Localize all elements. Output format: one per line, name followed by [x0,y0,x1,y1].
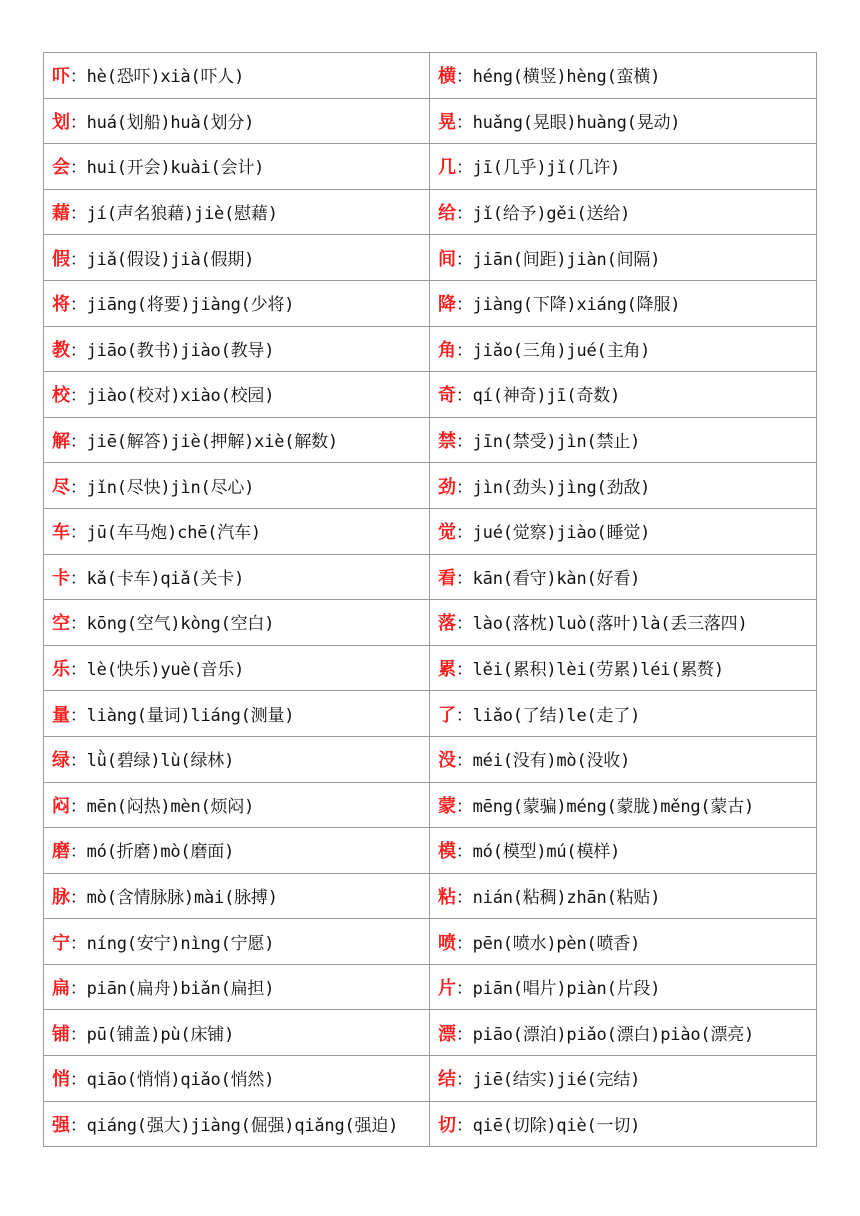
polyphonic-character: 乐 [52,659,70,681]
entry-cell [44,372,430,418]
polyphonic-character: 磨 [52,841,70,863]
entry-cell [44,235,430,281]
pronunciation-text: jiē(解答)jiè(押解)xiè(解数) [86,432,338,453]
polyphonic-character: 间 [438,248,456,270]
entry-cell [44,1010,430,1056]
separator-colon: ： [69,477,87,498]
pronunciation-text: qiáng(强大)jiàng(倔强)qiǎng(强迫) [86,1115,399,1136]
polyphonic-character: 奇 [438,385,456,407]
separator-colon: ： [455,204,473,225]
separator-colon: ： [69,979,87,1000]
pronunciation-text: hui(开会)kuài(会计) [86,158,265,179]
table-row [44,417,817,463]
entry-cell [430,280,817,326]
separator-colon: ： [455,751,473,772]
separator-colon: ： [455,340,473,361]
entry-cell [430,554,817,600]
separator-colon: ： [455,112,473,133]
separator-colon: ： [455,67,473,88]
polyphonic-character: 闷 [52,795,70,817]
table-row [44,508,817,554]
entry-cell [44,189,430,235]
entry-cell [430,964,817,1010]
polyphonic-character: 劲 [438,476,456,498]
pronunciation-text: hè(恐吓)xià(吓人) [86,67,245,88]
entry-cell [44,280,430,326]
polyphonic-character: 校 [52,385,70,407]
separator-colon: ： [455,1115,473,1136]
polyphonic-character: 切 [438,1114,456,1136]
pronunciation-text: mò(含情脉脉)mài(脉搏) [86,887,278,908]
table-row [44,1010,817,1056]
pronunciation-text: qiāo(悄悄)qiǎo(悄然) [86,1070,275,1091]
pronunciation-text: huá(划船)huà(划分) [86,112,255,133]
separator-colon: ： [69,1070,87,1091]
polyphonic-character: 角 [438,339,456,361]
table-row [44,1101,817,1147]
entry-cell [430,235,817,281]
pronunciation-text: jiǎ(假设)jià(假期) [86,249,255,270]
polyphonic-character: 车 [52,522,70,544]
pronunciation-text: mēn(闷热)mèn(烦闷) [86,796,255,817]
entry-cell [430,144,817,190]
polyphonic-character: 晃 [438,111,456,133]
pronunciation-text: nián(粘稠)zhān(粘贴) [472,887,661,908]
entry-cell [44,1056,430,1102]
pronunciation-text: jiē(结实)jié(完结) [472,1070,641,1091]
pronunciation-text: lǜ(碧绿)lù(绿林) [86,751,235,772]
entry-cell [430,326,817,372]
pronunciation-text: mó(折磨)mò(磨面) [86,842,235,863]
table-row [44,326,817,372]
entry-cell [430,53,817,99]
entry-cell [44,508,430,554]
polyphonic-character: 觉 [438,522,456,544]
table-row [44,919,817,965]
separator-colon: ： [455,1024,473,1045]
pronunciation-text: héng(横竖)hèng(蛮横) [472,67,661,88]
entry-cell [44,736,430,782]
entry-cell [44,691,430,737]
polyphonic-character: 了 [438,704,456,726]
separator-colon: ： [69,386,87,407]
polyphonic-character: 片 [438,978,456,1000]
table-row [44,98,817,144]
entry-cell [430,508,817,554]
separator-colon: ： [455,1070,473,1091]
separator-colon: ： [455,295,473,316]
entry-cell [44,144,430,190]
entry-cell [44,645,430,691]
polyphonic-character-table [43,52,817,1147]
entry-cell [430,828,817,874]
polyphonic-character: 强 [52,1114,70,1136]
table-row [44,736,817,782]
polyphonic-character: 粘 [438,886,456,908]
polyphonic-character: 解 [52,431,70,453]
table-row [44,53,817,99]
polyphonic-character: 横 [438,66,456,88]
separator-colon: ： [69,295,87,316]
pronunciation-text: jìn(劲头)jìng(劲敌) [472,477,651,498]
separator-colon: ： [455,568,473,589]
entry-cell [430,691,817,737]
separator-colon: ： [69,660,87,681]
entry-cell [430,919,817,965]
pronunciation-text: jǐ(给予)gěi(送给) [472,204,631,225]
pronunciation-text: jiǎo(三角)jué(主角) [472,340,651,361]
entry-cell [430,417,817,463]
separator-colon: ： [69,67,87,88]
separator-colon: ： [455,842,473,863]
entry-cell [44,53,430,99]
separator-colon: ： [69,249,87,270]
entry-cell [430,645,817,691]
polyphonic-character: 空 [52,613,70,635]
entry-cell [430,1056,817,1102]
table-row [44,691,817,737]
pronunciation-text: piān(扁舟)biǎn(扁担) [86,979,275,1000]
table-row [44,463,817,509]
table-row [44,964,817,1010]
entry-cell [430,98,817,144]
pronunciation-text: qiē(切除)qiè(一切) [472,1115,641,1136]
separator-colon: ： [455,523,473,544]
table-row [44,372,817,418]
separator-colon: ： [69,1115,87,1136]
pronunciation-text: liǎo(了结)le(走了) [472,705,641,726]
separator-colon: ： [455,979,473,1000]
separator-colon: ： [69,705,87,726]
pronunciation-text: jué(觉察)jiào(睡觉) [472,523,651,544]
pronunciation-text: huǎng(晃眼)huàng(晃动) [472,112,681,133]
entry-cell [430,189,817,235]
table-row [44,600,817,646]
polyphonic-character: 卡 [52,567,70,589]
separator-colon: ： [69,614,87,635]
pronunciation-text: lào(落枕)luò(落叶)là(丢三落四) [472,614,748,635]
pronunciation-text: piāo(漂泊)piǎo(漂白)piào(漂亮) [472,1024,755,1045]
entry-cell [430,463,817,509]
pronunciation-text: lè(快乐)yuè(音乐) [86,660,245,681]
separator-colon: ： [69,432,87,453]
polyphonic-character: 铺 [52,1023,70,1045]
separator-colon: ： [69,340,87,361]
entry-cell [430,1010,817,1056]
table-row [44,645,817,691]
pronunciation-text: jī(几乎)jǐ(几许) [472,158,621,179]
polyphonic-character: 蒙 [438,795,456,817]
pronunciation-text: jiāng(将要)jiàng(少将) [86,295,295,316]
polyphonic-character: 给 [438,203,456,225]
entry-cell [44,417,430,463]
pronunciation-text: jū(车马炮)chē(汽车) [86,523,261,544]
table-row [44,144,817,190]
table-row [44,189,817,235]
pronunciation-text: jiào(校对)xiào(校园) [86,386,275,407]
entry-cell [430,736,817,782]
entry-cell [44,98,430,144]
separator-colon: ： [69,568,87,589]
entry-cell [44,782,430,828]
entry-cell [430,1101,817,1147]
polyphonic-character: 累 [438,659,456,681]
pronunciation-text: jí(声名狼藉)jiè(慰藉) [86,204,278,225]
polyphonic-character: 降 [438,294,456,316]
separator-colon: ： [69,751,87,772]
separator-colon: ： [455,660,473,681]
polyphonic-character: 尽 [52,476,70,498]
entry-cell [44,600,430,646]
separator-colon: ： [69,1024,87,1045]
polyphonic-character: 结 [438,1069,456,1091]
polyphonic-character: 落 [438,613,456,635]
pronunciation-text: jiàng(下降)xiáng(降服) [472,295,681,316]
table-row [44,828,817,874]
polyphonic-character: 悄 [52,1069,70,1091]
table-row [44,782,817,828]
pronunciation-text: kōng(空气)kòng(空白) [86,614,275,635]
pronunciation-text: lěi(累积)lèi(劳累)léi(累赘) [472,660,724,681]
table-row [44,873,817,919]
entry-cell [430,600,817,646]
table-row [44,1056,817,1102]
separator-colon: ： [455,477,473,498]
polyphonic-character: 吓 [52,66,70,88]
table-body [44,53,817,1147]
separator-colon: ： [455,432,473,453]
polyphonic-character: 量 [52,704,70,726]
separator-colon: ： [455,158,473,179]
separator-colon: ： [69,796,87,817]
separator-colon: ： [455,933,473,954]
pronunciation-text: jiāo(教书)jiào(教导) [86,340,275,361]
polyphonic-character: 几 [438,157,456,179]
pronunciation-text: jǐn(尽快)jìn(尽心) [86,477,255,498]
entry-cell [44,828,430,874]
entry-cell [44,919,430,965]
table-row [44,280,817,326]
pronunciation-text: jīn(禁受)jìn(禁止) [472,432,641,453]
polyphonic-character: 脉 [52,886,70,908]
separator-colon: ： [69,204,87,225]
polyphonic-character: 教 [52,339,70,361]
polyphonic-character: 没 [438,750,456,772]
pronunciation-text: kǎ(卡车)qiǎ(关卡) [86,568,245,589]
polyphonic-character: 看 [438,567,456,589]
pronunciation-text: piān(唱片)piàn(片段) [472,979,661,1000]
polyphonic-character: 绿 [52,750,70,772]
entry-cell [44,463,430,509]
polyphonic-character: 喷 [438,932,456,954]
polyphonic-character: 模 [438,841,456,863]
polyphonic-character: 藉 [52,203,70,225]
pronunciation-text: níng(安宁)nìng(宁愿) [86,933,275,954]
pronunciation-text: kān(看守)kàn(好看) [472,568,641,589]
separator-colon: ： [455,614,473,635]
entry-cell [44,1101,430,1147]
entry-cell [44,964,430,1010]
polyphonic-character: 将 [52,294,70,316]
pronunciation-text: jiān(间距)jiàn(间隔) [472,249,661,270]
separator-colon: ： [69,933,87,954]
entry-cell [430,372,817,418]
separator-colon: ： [455,705,473,726]
polyphonic-character: 禁 [438,431,456,453]
pronunciation-text: liàng(量词)liáng(测量) [86,705,295,726]
table-row [44,554,817,600]
polyphonic-character: 宁 [52,932,70,954]
separator-colon: ： [455,249,473,270]
separator-colon: ： [69,112,87,133]
separator-colon: ： [69,158,87,179]
polyphonic-character: 会 [52,157,70,179]
pronunciation-text: pū(铺盖)pù(床铺) [86,1024,235,1045]
separator-colon: ： [69,523,87,544]
pronunciation-text: mó(模型)mú(模样) [472,842,621,863]
polyphonic-character: 扁 [52,978,70,1000]
entry-cell [44,326,430,372]
separator-colon: ： [455,796,473,817]
polyphonic-character: 漂 [438,1023,456,1045]
pronunciation-text: méi(没有)mò(没收) [472,751,631,772]
polyphonic-character: 划 [52,111,70,133]
pronunciation-text: pēn(喷水)pèn(喷香) [472,933,641,954]
separator-colon: ： [455,887,473,908]
pronunciation-text: qí(神奇)jī(奇数) [472,386,621,407]
entry-cell [44,873,430,919]
entry-cell [44,554,430,600]
entry-cell [430,782,817,828]
pronunciation-text: mēng(蒙骗)méng(蒙胧)měng(蒙古) [472,796,755,817]
separator-colon: ： [69,842,87,863]
separator-colon: ： [455,386,473,407]
separator-colon: ： [69,887,87,908]
table-row [44,235,817,281]
entry-cell [430,873,817,919]
polyphonic-character: 假 [52,248,70,270]
